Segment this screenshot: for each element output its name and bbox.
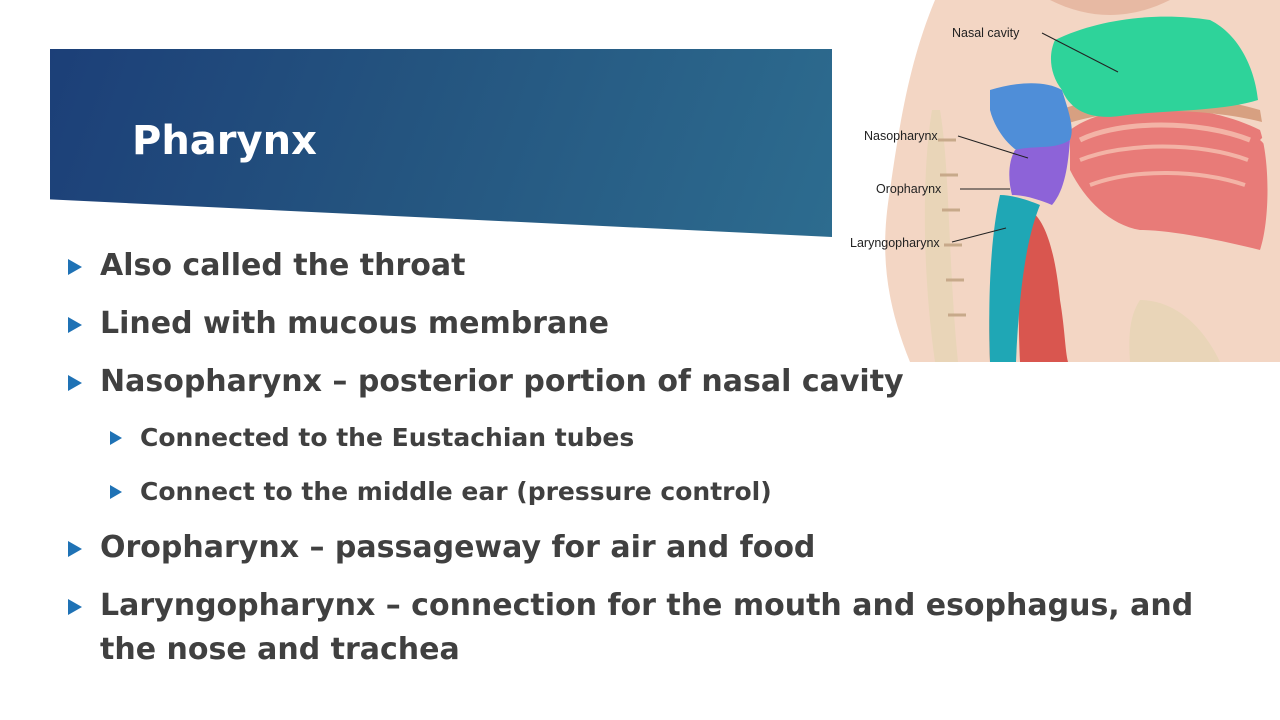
sub-bullet-item	[106, 418, 1244, 458]
bullet-list	[64, 244, 1244, 686]
bullet-item	[64, 244, 1244, 288]
bullet-item	[64, 584, 1244, 672]
bullet-arrow-icon	[68, 259, 82, 275]
bullet-item	[64, 526, 1244, 570]
bullet-arrow-icon	[68, 599, 82, 615]
label-oropharynx: Oropharynx	[876, 182, 942, 196]
bullet-text: Lined with mucous membrane	[100, 306, 609, 341]
label-nasal-cavity: Nasal cavity	[952, 26, 1020, 40]
sub-bullet-text: Connected to the Eustachian tubes	[140, 423, 635, 452]
bullet-arrow-icon	[68, 375, 82, 391]
bullet-arrow-icon	[68, 317, 82, 333]
bullet-item	[64, 302, 1244, 346]
label-laryngopharynx: Laryngopharynx	[850, 236, 940, 250]
bullet-arrow-icon	[110, 431, 122, 445]
bullet-item	[64, 360, 1244, 404]
bullet-arrow-icon	[68, 541, 82, 557]
bullet-arrow-icon	[110, 485, 122, 499]
label-nasopharynx: Nasopharynx	[864, 129, 938, 143]
bullet-text: Also called the throat	[100, 248, 466, 283]
bullet-text: Laryngopharynx – connection for the mouth and esophagus, and the nose and trachea	[100, 588, 1194, 667]
sub-bullet-text: Connect to the middle ear (pressure control)	[140, 477, 772, 506]
sub-bullet-item	[106, 472, 1244, 512]
bullet-text: Oropharynx – passageway for air and food	[100, 530, 816, 565]
slide-title: Pharynx	[132, 118, 317, 164]
bullet-text: Nasopharynx – posterior portion of nasal cavity	[100, 364, 904, 399]
